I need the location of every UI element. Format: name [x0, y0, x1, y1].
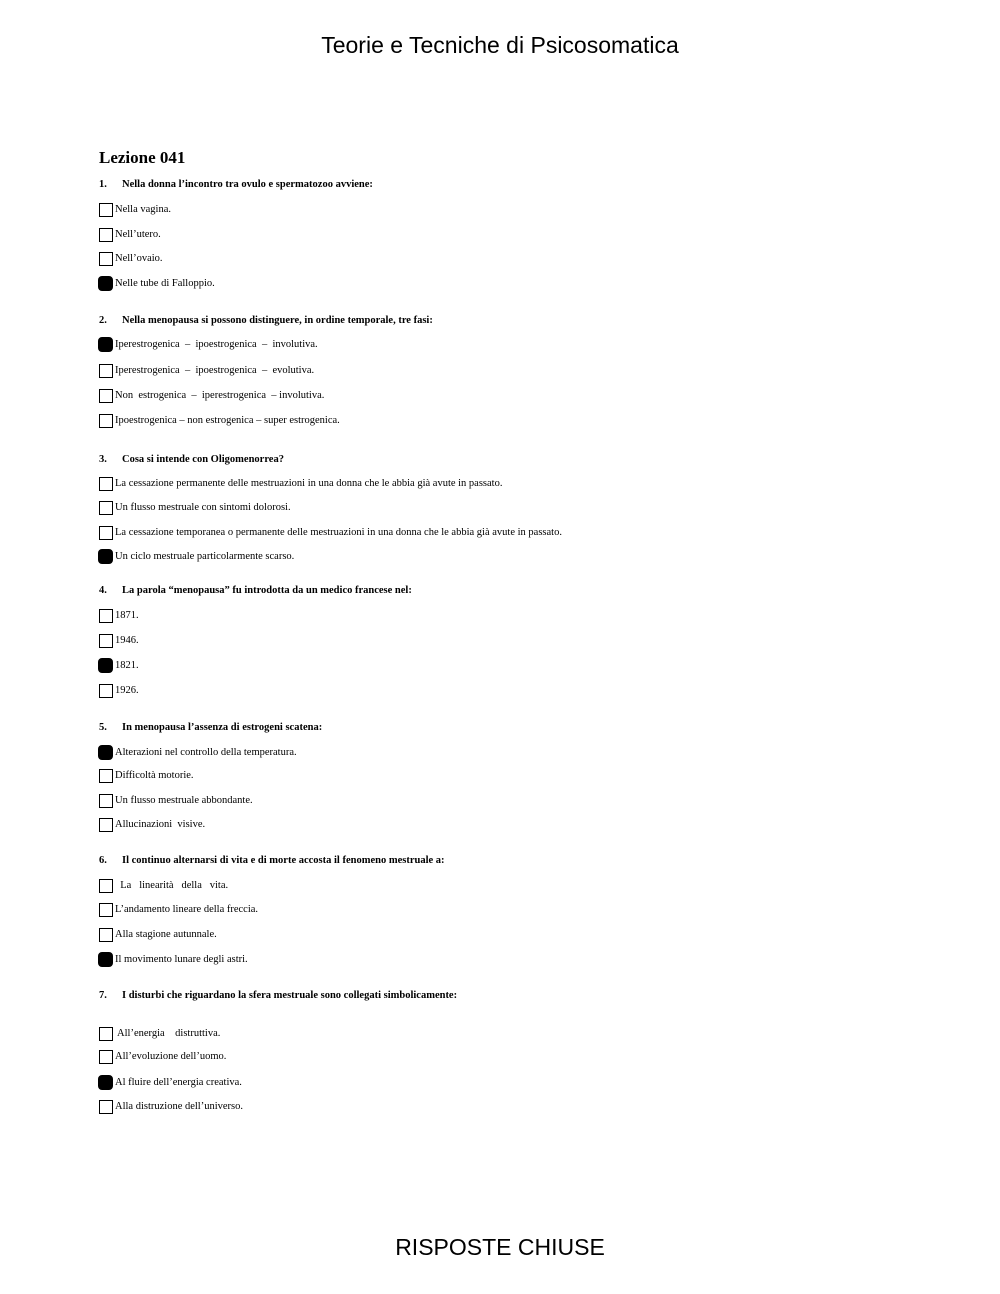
answer-label: Iperestrogenica – ipoestrogenica – evolutiva.	[115, 365, 315, 376]
page-footer-text: RISPOSTE CHIUSE	[395, 1234, 605, 1260]
question-number: 1.	[99, 179, 107, 190]
checkbox[interactable]	[99, 389, 113, 403]
answer-label: Nella vagina.	[115, 204, 171, 215]
answer-label: La linearità della vita.	[115, 880, 229, 891]
page-header-title: Teorie e Tecniche di Psicosomatica	[321, 32, 679, 58]
question-number: 5.	[99, 722, 107, 733]
question-text: Il continuo alternarsi di vita e di morte accosta il fenomeno mestruale a:	[122, 855, 445, 866]
question-number: 4.	[99, 585, 107, 596]
checkbox[interactable]	[99, 1100, 113, 1114]
question-number: 7.	[99, 990, 107, 1001]
question-3	[99, 454, 284, 465]
checkbox[interactable]	[99, 794, 113, 808]
checkbox-checked[interactable]	[98, 952, 113, 967]
answer-label: Nell’ovaio.	[115, 253, 163, 264]
checkbox[interactable]	[99, 684, 113, 698]
answer-label: Difficoltà motorie.	[115, 770, 194, 781]
checkbox[interactable]	[99, 526, 113, 540]
question-6	[99, 855, 445, 866]
answer-label: Allucinazioni visive.	[115, 819, 206, 830]
checkbox[interactable]	[99, 609, 113, 623]
answer-label: L’andamento lineare della freccia.	[115, 904, 259, 915]
checkbox[interactable]	[99, 252, 113, 266]
question-4	[99, 585, 412, 596]
checkbox-checked[interactable]	[98, 276, 113, 291]
answer-label: La cessazione permanente delle mestruazioni in una donna che le abbia già avute in passato.	[115, 478, 503, 489]
checkbox[interactable]	[99, 634, 113, 648]
question-text: Nella menopausa si possono distinguere, in ordine temporale, tre fasi:	[122, 315, 433, 326]
answer-label: Un flusso mestruale abbondante.	[115, 795, 253, 806]
checkbox[interactable]	[99, 364, 113, 378]
answer-label: 1946.	[115, 635, 139, 646]
answer-label: Un flusso mestruale con sintomi dolorosi.	[115, 502, 291, 513]
checkbox[interactable]	[99, 818, 113, 832]
question-text: Nella donna l’incontro tra ovulo e spermatozoo avviene:	[122, 179, 373, 190]
answer-label: Iperestrogenica – ipoestrogenica – involutiva.	[115, 339, 318, 350]
question-text: In menopausa l’assenza di estrogeni scatena:	[122, 722, 323, 733]
checkbox[interactable]	[99, 501, 113, 515]
answer-label: 1926.	[115, 685, 139, 696]
answer-label: Al fluire dell’energia creativa.	[115, 1077, 242, 1088]
answer-label: Ipoestrogenica – non estrogenica – super estrogenica.	[115, 415, 340, 426]
checkbox-checked[interactable]	[98, 745, 113, 760]
checkbox-checked[interactable]	[98, 1075, 113, 1090]
checkbox[interactable]	[99, 903, 113, 917]
question-text: I disturbi che riguardano la sfera mestruale sono collegati simbolicamente:	[122, 990, 458, 1001]
answer-label: Alterazioni nel controllo della temperatura.	[115, 747, 297, 758]
answer-label: Nelle tube di Falloppio.	[115, 278, 215, 289]
question-number: 2.	[99, 315, 107, 326]
checkbox[interactable]	[99, 879, 113, 893]
answer-label: La cessazione temporanea o permanente delle mestruazioni in una donna che le abbia già avute in passato.	[115, 527, 562, 538]
checkbox[interactable]	[99, 1050, 113, 1064]
answer-label: All’energia distruttiva.	[115, 1028, 221, 1039]
answer-label: Nell’utero.	[115, 229, 161, 240]
checkbox-checked[interactable]	[98, 337, 113, 352]
answer-label: Un ciclo mestruale particolarmente scarso.	[115, 551, 295, 562]
answer-label: 1821.	[115, 660, 139, 671]
answer-label: Il movimento lunare degli astri.	[115, 954, 248, 965]
checkbox[interactable]	[99, 203, 113, 217]
checkbox[interactable]	[99, 1027, 113, 1041]
checkbox-checked[interactable]	[98, 658, 113, 673]
question-text: Cosa si intende con Oligomenorrea?	[122, 454, 284, 465]
checkbox[interactable]	[99, 228, 113, 242]
question-text: La parola “menopausa” fu introdotta da un medico francese nel:	[122, 585, 412, 596]
question-2	[99, 315, 433, 326]
answer-label: Non estrogenica – iperestrogenica – involutiva.	[115, 390, 325, 401]
checkbox[interactable]	[99, 769, 113, 783]
checkbox-checked[interactable]	[98, 549, 113, 564]
checkbox[interactable]	[99, 928, 113, 942]
question-1	[99, 179, 373, 190]
lesson-title: Lezione 041	[99, 148, 186, 167]
question-number: 3.	[99, 454, 107, 465]
question-5	[99, 722, 322, 733]
question-number: 6.	[99, 855, 107, 866]
checkbox[interactable]	[99, 414, 113, 428]
answer-label: Alla distruzione dell’universo.	[115, 1101, 244, 1112]
answer-label: 1871.	[115, 610, 139, 621]
answer-label: All’evoluzione dell’uomo.	[115, 1051, 227, 1062]
question-7	[99, 990, 457, 1001]
answer-label: Alla stagione autunnale.	[115, 929, 217, 940]
checkbox[interactable]	[99, 477, 113, 491]
